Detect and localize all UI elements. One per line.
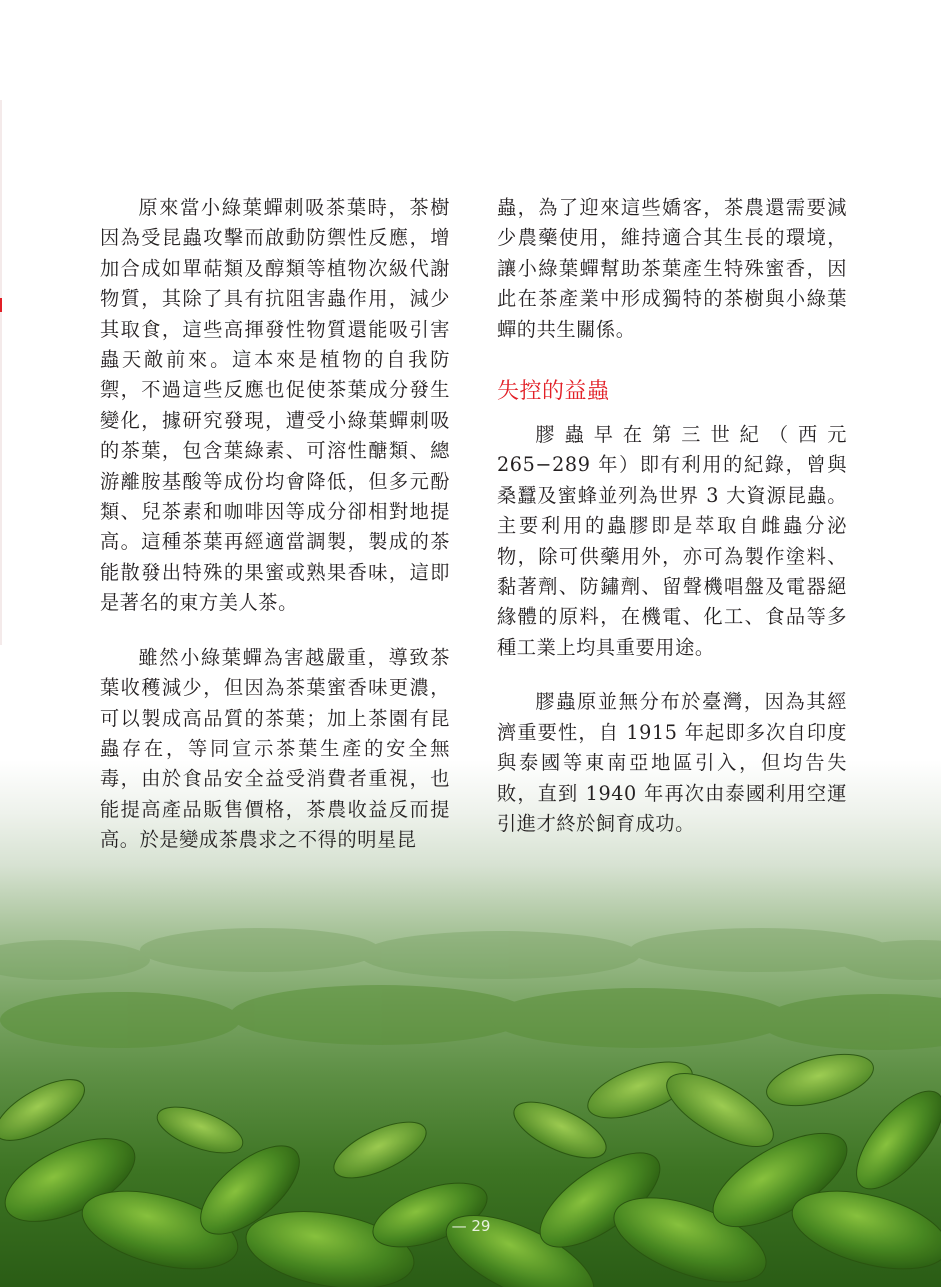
right-column: [497, 193, 847, 839]
left-column: [100, 193, 450, 856]
page-number: — 29: [451, 1217, 491, 1235]
paragraph: 原來當小綠葉蟬刺吸茶葉時，茶樹因為受昆蟲攻擊而啟動防禦性反應，增加合成如單萜類及醇類等植物次級代謝物質，其除了具有抗阻害蟲作用，減少其取食，這些高揮發性物質還能吸引害蟲天敵前來。這本來是植物的自我防禦，不過這些反應也促使茶葉成分發生變化，據研究發現，遭受小綠葉蟬刺吸的茶葉，包含葉綠素、可溶性醣類、總游離胺基酸等成份均會降低，但多元酚類、兒茶素和咖啡因等成分卻相對地提高。這種茶葉再經適當調製，製成的茶能散發出特殊的果蜜或熟果香味，這即是著名的東方美人茶。: [100, 196, 450, 615]
paragraph: 膠蟲早在第三世紀（西元 265−289 年）即有利用的紀錄，曾與桑蠶及蜜蜂並列為世界 3 大資源昆蟲。主要利用的蟲膠即是萃取自雌蟲分泌物，除可供藥用外，亦可為製作塗料、黏著劑、防鏽劑、留聲機唱盤及電器絕緣體的原料，在機電、化工、食品等多種工業上均具重要用途。: [497, 423, 847, 659]
paragraph: 雖然小綠葉蟬為害越嚴重，導致茶葉收穫減少，但因為茶葉蜜香味更濃，可以製成高品質的茶葉；加上茶園有昆蟲存在，等同宣示茶葉生產的安全無毒，由於食品安全益受消費者重視，也能提高產品販售價格，茶農收益反而提高。於是變成茶農求之不得的明星昆: [100, 645, 450, 852]
margin-marker: [0, 298, 2, 312]
margin-rule: [0, 100, 2, 645]
paragraph: 膠蟲原並無分布於臺灣，因為其經濟重要性，自 1915 年起即多次自印度與泰國等東南亞地區引入，但均告失敗，直到 1940 年再次由泰國利用空運引進才終於飼育成功。: [497, 690, 847, 835]
paragraph: 蟲，為了迎來這些嬌客，茶農還需要減少農藥使用，維持適合其生長的環境，讓小綠葉蟬幫助茶葉產生特殊蜜香，因此在茶產業中形成獨特的茶樹與小綠葉蟬的共生關係。: [497, 196, 847, 341]
section-heading: 失控的益蟲: [497, 379, 610, 405]
